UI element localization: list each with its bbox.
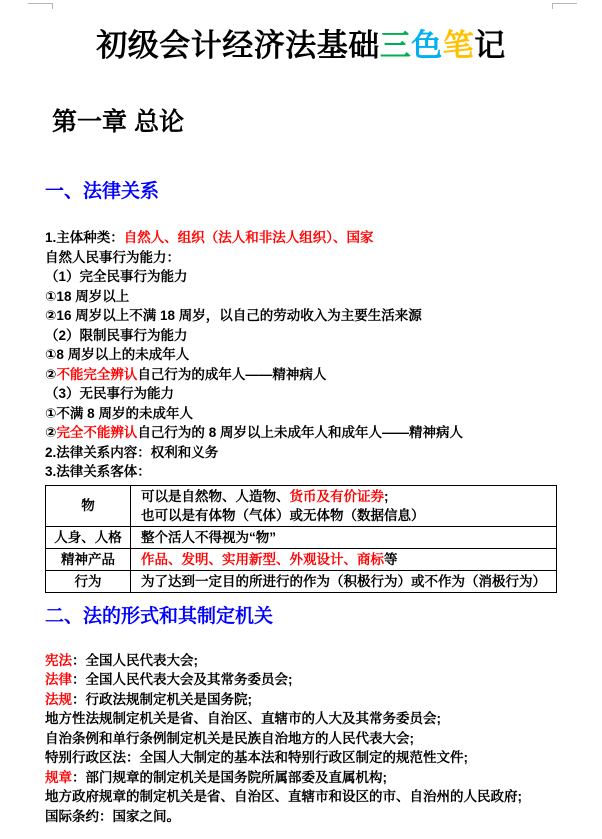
text-line	[45, 228, 562, 248]
legal-objects-table	[45, 485, 557, 593]
text-line	[141, 572, 552, 591]
text-segment: （1）完全民事行为能力	[45, 269, 188, 284]
text-segment: 记	[474, 28, 506, 63]
text-line	[141, 487, 552, 506]
page-margin-mark-left-icon	[28, 3, 53, 9]
text-segment: 不能完全辨认	[56, 366, 138, 382]
text-line	[45, 306, 562, 326]
text-line	[45, 748, 562, 768]
text-line	[45, 651, 562, 671]
text-segment: ：全国人民代表大会及其常务委员会;	[72, 672, 293, 687]
text-segment: 整个活人不得视为“物”	[141, 529, 276, 545]
text-line	[45, 326, 562, 346]
text-segment: ②16 周岁以上不满 18 周岁，以自己的劳动收入为主要生活来源	[45, 308, 422, 323]
text-segment: ②	[45, 366, 57, 382]
text-segment: 自然人民事行为能力：	[45, 249, 180, 265]
text-line	[45, 462, 562, 482]
text-line	[141, 506, 552, 525]
text-line	[45, 248, 562, 268]
text-segment: 宪法	[45, 652, 72, 668]
text-line	[45, 443, 562, 463]
text-line	[45, 267, 562, 287]
text-segment: 自己行为的成年人——精神病人	[137, 366, 327, 382]
table-row-content	[131, 548, 557, 570]
text-line	[45, 768, 562, 788]
table-row-content	[131, 526, 557, 548]
text-segment: 自然人、组织（法人和非法人组织）、国家	[123, 230, 374, 245]
text-segment: （3）无民事行为能力	[45, 386, 175, 401]
document-title	[0, 0, 602, 66]
text-segment: 完全不能辨认	[56, 425, 138, 440]
text-segment: 规章	[45, 769, 72, 785]
text-line	[45, 709, 562, 729]
page-margin-mark-right-icon	[552, 3, 577, 9]
text-segment: 初级会计经济法基础	[96, 28, 380, 63]
text-line	[45, 690, 562, 710]
section2-heading: 二、法的形式和其制定机关	[45, 605, 274, 627]
text-line	[45, 287, 562, 307]
text-segment: 为了达到一定目的所进行的作为（积极行为）或不作为（消极行为）	[141, 573, 546, 589]
legal-objects-table-body	[46, 485, 557, 592]
text-line	[45, 384, 562, 404]
text-line	[141, 528, 552, 547]
text-segment: ①8 周岁以上的未成年人	[45, 347, 190, 362]
text-segment: 1.主体种类：	[45, 230, 124, 245]
text-segment: （2）限制民事行为能力	[45, 327, 188, 343]
text-segment: 等	[384, 551, 398, 567]
text-segment: 货币及有价证券	[289, 488, 384, 504]
table-row-label: 行为	[46, 570, 131, 592]
table-row	[46, 526, 557, 548]
text-line	[45, 365, 562, 385]
section2-body	[45, 651, 562, 827]
text-segment: 法规	[45, 691, 72, 707]
table-row-content	[131, 485, 557, 526]
table-row	[46, 570, 557, 592]
text-segment: 色	[411, 28, 443, 63]
text-segment: ：部门规章的制定机关是国务院所属部委及直属机构;	[72, 769, 387, 785]
text-segment: ①不满 8 周岁的未成年人	[45, 405, 193, 421]
section1-body	[45, 228, 562, 482]
table-row	[46, 485, 557, 526]
table-row-content	[131, 570, 557, 592]
section1-heading: 一、法律关系	[45, 181, 160, 202]
text-line	[45, 787, 562, 807]
text-line	[141, 550, 552, 569]
table-row-label: 人身、人格	[46, 526, 131, 548]
text-line	[45, 423, 562, 443]
text-segment: 2.法律关系内容：权利和义务	[45, 444, 219, 460]
text-segment: 国际条约：国家之间。	[45, 808, 180, 824]
chapter-heading: 第一章 总论	[52, 108, 184, 136]
text-segment: ;	[384, 488, 389, 504]
text-segment: 特别行政区法：全国人大制定的基本法和特别行政区制定的规范性文件;	[45, 750, 468, 765]
text-segment: ：全国人民代表大会;	[72, 652, 198, 668]
text-line	[45, 404, 562, 424]
text-segment: ：行政法规制定机关是国务院;	[72, 691, 252, 707]
text-line	[45, 670, 562, 690]
text-line	[45, 807, 562, 827]
text-segment: 自己行为的 8 周岁以上未成年人和成年人——精神病人	[137, 425, 463, 440]
text-segment: 三	[379, 28, 412, 63]
text-segment: ①18 周岁以上	[45, 288, 130, 304]
text-segment: 作品、发明、实用新型、外观设计、商标	[141, 551, 384, 567]
text-segment: 法律	[45, 672, 72, 687]
text-segment: 自治条例和单行条例制定机关是民族自治地方的人民代表大会;	[45, 730, 414, 746]
text-segment: 地方政府规章的制定机关是省、自治区、直辖市和设区的市、自治州的人民政府;	[45, 789, 522, 804]
text-segment: 可以是自然物、人造物、	[141, 488, 290, 504]
table-row-label: 精神产品	[46, 548, 131, 570]
text-segment: 笔	[442, 28, 475, 63]
text-segment: ②	[45, 425, 57, 440]
table-row-label: 物	[46, 485, 131, 526]
text-segment: 也可以是有体物（气体）或无体物（数据信息）	[141, 507, 425, 523]
table-row	[46, 548, 557, 570]
text-line	[45, 729, 562, 749]
text-segment: 3.法律关系客体：	[45, 464, 151, 479]
text-segment: 地方性法规制定机关是省、自治区、直辖市的人大及其常务委员会;	[45, 711, 441, 726]
text-line	[45, 345, 562, 365]
